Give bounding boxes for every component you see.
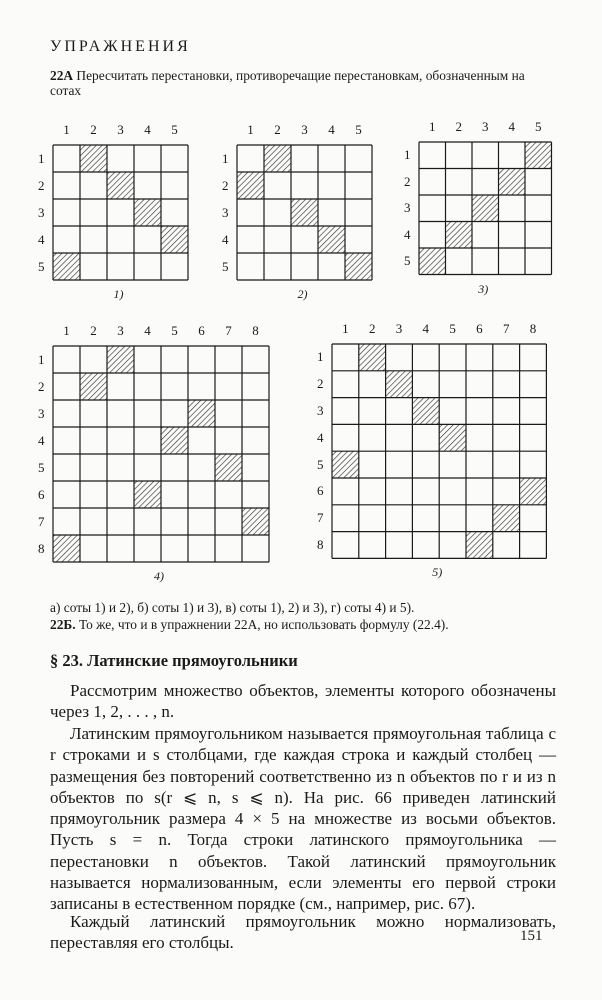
- hatched-cell: [161, 427, 188, 454]
- row-label: 5: [404, 253, 411, 269]
- column-label: 3: [301, 122, 308, 137]
- grid-caption: 4): [154, 569, 164, 583]
- column-label: 5: [171, 122, 178, 137]
- hatched-cell: [419, 248, 446, 275]
- column-label: 5: [449, 321, 456, 336]
- hatched-cell: [446, 222, 473, 249]
- row-label: 7: [38, 513, 45, 529]
- hatched-cell: [134, 481, 161, 508]
- exercise-text: То же, что и в упражнении 22А, но использовать формулу (22.4).: [78, 617, 449, 632]
- paragraph-text: Рассмотрим множество объектов, элементы которого обозначены через 1, 2, . . . , n.: [50, 681, 556, 722]
- grid-svg: [331, 343, 547, 559]
- row-label: 7: [317, 510, 324, 526]
- grid-svg: [52, 144, 189, 281]
- exercise-text: Пересчитать перестановки, противоречащие перестановкам, обозначенным на сотах: [50, 68, 525, 98]
- column-label: 2: [90, 323, 97, 338]
- row-label: 4: [38, 432, 45, 448]
- hatched-cell: [264, 145, 291, 172]
- hatched-cell: [472, 195, 499, 222]
- grid-caption: 2): [297, 287, 308, 301]
- grid-caption: 3): [478, 281, 489, 296]
- page-number: 151: [520, 928, 543, 944]
- hatched-cell: [386, 371, 413, 398]
- grid-svg: [418, 141, 553, 276]
- column-label: 7: [225, 323, 232, 338]
- column-label: 6: [198, 323, 205, 338]
- column-label: 1: [63, 323, 70, 338]
- column-label: 5: [171, 323, 178, 338]
- row-label: 2: [38, 378, 45, 394]
- column-label: 3: [395, 321, 403, 336]
- column-label: 8: [529, 321, 537, 336]
- row-label: 4: [404, 226, 411, 242]
- column-label: 5: [535, 119, 542, 134]
- row-label: 8: [38, 540, 45, 556]
- row-label: 3: [317, 403, 324, 418]
- row-label: 4: [222, 231, 229, 247]
- column-label: 4: [144, 323, 151, 338]
- section-heading: УПРАЖНЕНИЯ: [50, 38, 191, 55]
- hatched-cell: [134, 199, 161, 226]
- hatched-cell: [107, 172, 134, 199]
- column-label: 1: [247, 122, 254, 137]
- column-label: 2: [455, 119, 462, 134]
- row-label: 4: [38, 231, 45, 247]
- column-label: 1: [342, 321, 349, 336]
- row-label: 2: [317, 376, 324, 392]
- row-label: 5: [222, 258, 229, 274]
- hatched-cell: [412, 398, 439, 425]
- grid-svg: [52, 345, 270, 563]
- column-label: 1: [429, 119, 436, 134]
- column-label: 3: [117, 323, 124, 338]
- hatched-cell: [493, 505, 520, 532]
- hatched-cell: [520, 478, 547, 505]
- column-label: 4: [508, 119, 515, 134]
- column-label: 2: [274, 122, 281, 137]
- row-label: 5: [38, 258, 45, 274]
- column-label: 3: [117, 122, 124, 137]
- grid-svg: [236, 144, 373, 281]
- hatched-cell: [53, 253, 80, 280]
- hatched-cell: [318, 226, 345, 253]
- column-label: 4: [328, 122, 335, 137]
- hatched-cell: [188, 400, 215, 427]
- row-label: 5: [317, 456, 324, 472]
- column-label: 1: [63, 122, 70, 137]
- hatched-cell: [80, 373, 107, 400]
- paragraph-text: Латинским прямоугольником называется прямоугольная таблица с r строками и s столбцами, где каждая строка и каждый столбец — размещения без повторений соответственно из n объектов по r и из n объектов по s(r ⩽ n, s ⩽ n). На рис. 66 приведен латинский прямоугольник размера 4 × 5 на множестве из восьми объектов. Пусть s = n. Тогда строки латинского прямоугольника — перестановки n объектов. Такой латинский прямоугольник называется нормализованным, если элементы его первой строки записаны в естественном порядке (см., например, рис. 67).: [50, 724, 556, 914]
- column-label: 6: [476, 321, 483, 336]
- hatched-cell: [439, 424, 466, 451]
- hatched-cell: [499, 169, 526, 196]
- hatched-cell: [291, 199, 318, 226]
- exercise-22a: [50, 68, 556, 98]
- row-label: 8: [317, 537, 324, 552]
- paragraph-3: [50, 911, 556, 954]
- column-label: 7: [502, 321, 510, 336]
- row-label: 4: [317, 429, 324, 445]
- row-label: 3: [38, 204, 45, 220]
- row-label: 2: [222, 177, 229, 193]
- hatched-cell: [242, 508, 269, 535]
- exercise-number: 22А: [50, 68, 74, 83]
- hatched-cell: [161, 226, 188, 253]
- column-label: 4: [422, 321, 430, 336]
- paragraph-1: [50, 680, 556, 723]
- row-label: 1: [317, 349, 324, 365]
- hatched-cell: [80, 145, 107, 172]
- paragraph-text: Каждый латинский прямоугольник можно нормализовать, переставляя его столбцы.: [50, 912, 556, 953]
- column-label: 3: [482, 119, 489, 134]
- row-label: 6: [317, 483, 324, 499]
- hatched-cell: [215, 454, 242, 481]
- hatched-cell: [345, 253, 372, 280]
- row-label: 2: [404, 173, 411, 189]
- row-label: 1: [38, 351, 45, 367]
- grid-caption: 1): [113, 287, 124, 301]
- row-label: 6: [38, 486, 45, 502]
- paragraph-2: [50, 723, 556, 915]
- hatched-cell: [237, 172, 264, 199]
- section-title: § 23. Латинские прямоугольники: [50, 651, 298, 670]
- column-label: 5: [355, 122, 362, 137]
- column-label: 8: [252, 323, 259, 338]
- exercise-22b: [50, 617, 556, 633]
- exercise-number: 22Б.: [50, 617, 76, 632]
- grid-caption: 5): [432, 565, 443, 580]
- row-label: 1: [38, 150, 45, 166]
- row-label: 1: [404, 147, 411, 163]
- row-label: 3: [38, 405, 45, 421]
- row-label: 5: [38, 459, 45, 475]
- hatched-cell: [466, 532, 493, 559]
- answers-line: а) соты 1) и 2), б) соты 1) и 3), в) соты 1), 2) и 3), г) соты 4) и 5).: [50, 600, 415, 615]
- column-label: 2: [90, 122, 97, 137]
- hatched-cell: [332, 451, 359, 478]
- hatched-cell: [107, 346, 134, 373]
- column-label: 4: [144, 122, 151, 137]
- hatched-cell: [53, 535, 80, 562]
- row-label: 2: [38, 177, 45, 193]
- hatched-cell: [359, 344, 386, 371]
- row-label: 3: [404, 200, 411, 216]
- column-label: 2: [368, 321, 376, 336]
- row-label: 3: [222, 204, 229, 220]
- row-label: 1: [222, 150, 229, 166]
- hatched-cell: [525, 142, 552, 169]
